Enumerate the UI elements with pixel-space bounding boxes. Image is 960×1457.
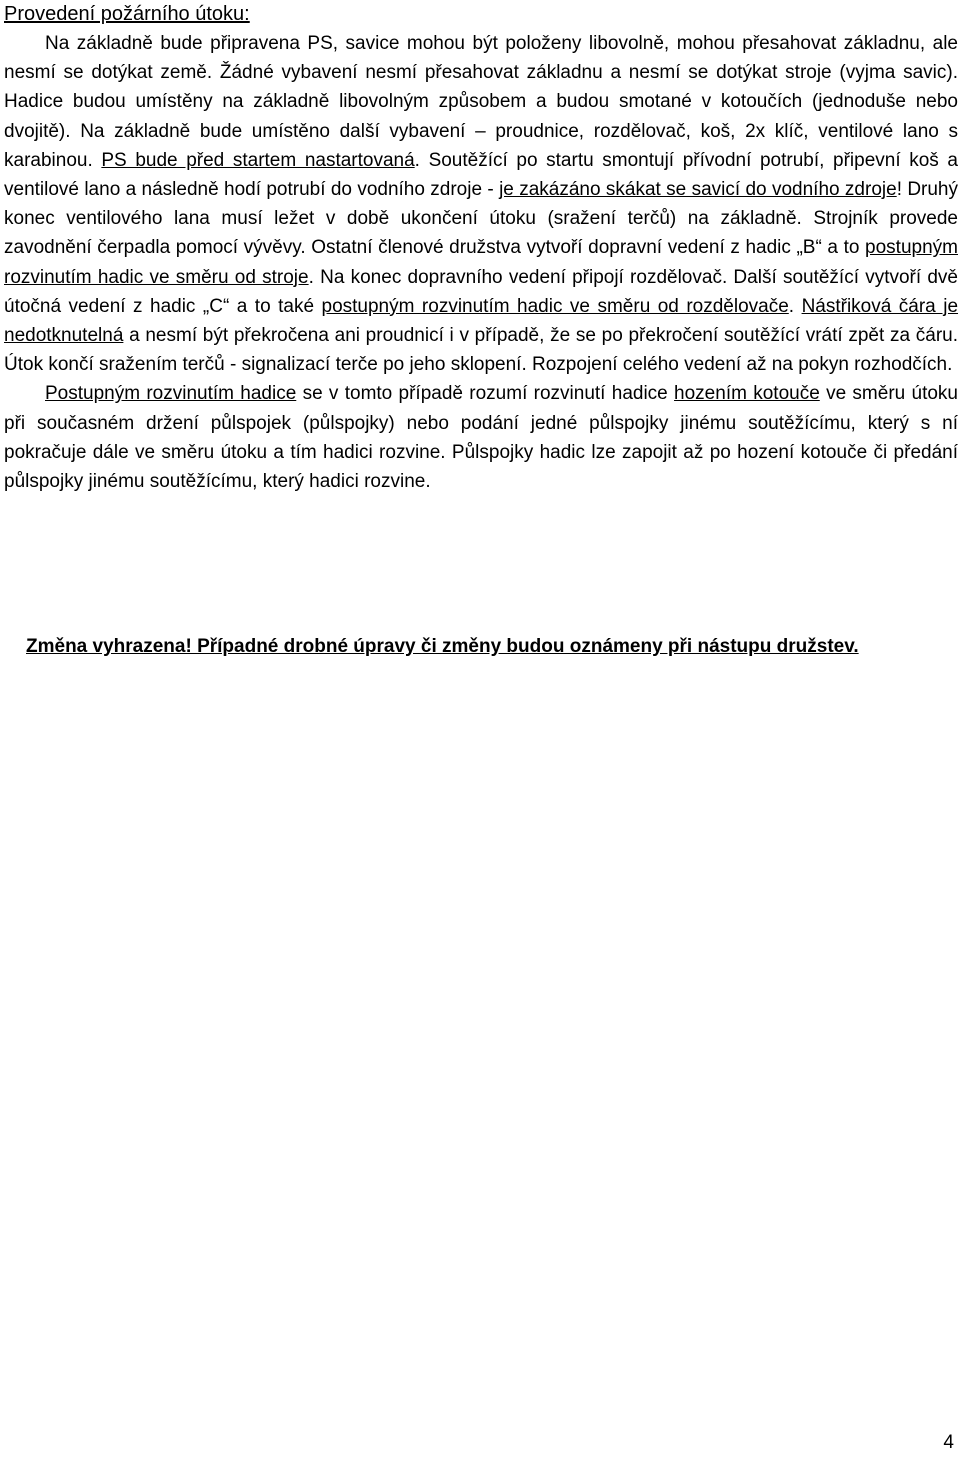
underlined-text: je zakázáno skákat se savicí do vodního zdroje xyxy=(499,179,897,201)
underlined-text: postupným rozvinutím hadic ve směru od rozdělovače xyxy=(321,295,789,317)
page-number: 4 xyxy=(943,1432,954,1453)
change-notice: Změna vyhrazena! Případné drobné úpravy či změny budou oznámeny při nástupu družstev. xyxy=(26,636,859,657)
text-run: a nesmí být překročena ani proudnicí i v případě, že se po překročení soutěžící vrátí zpět za čáru. Útok končí sražením terčů - signalizací terče po jeho sklopení. Rozpojení celého vedení až na pokyn rozhodčích. xyxy=(4,325,958,376)
text-run: se v tomto případě rozumí rozvinutí hadice xyxy=(296,383,675,405)
underlined-text: postupným rozvinutím hadic ve směru od stroje xyxy=(4,237,958,288)
text-run: ! Druhý konec ventilového lana musí ležet v době ukončení útoku (sražení terčů) na základně. Strojník provede zavodnění čerpadla pomocí vývěvy. Ostatní členové družstva vytvoří dopravní vedení z hadic „B“ a to xyxy=(4,179,958,259)
text-run: ve směru útoku při současném držení půlspojek (půlspojky) nebo podání jedné půlspojky jinému soutěžícímu, který s ní pokračuje dále ve směru útoku a tím hadici rozvine. Půlspojky hadic lze zapojit až po hození kotouče či předání půlspojky jinému soutěžícímu, který hadici rozvine. xyxy=(4,383,958,493)
underlined-text: PS bude před startem nastartovaná xyxy=(101,149,415,171)
underlined-text: Postupným rozvinutím hadice xyxy=(45,383,297,405)
paragraph-attack-procedure xyxy=(4,29,958,379)
section-heading: Provedení požárního útoku: xyxy=(4,3,250,25)
underlined-text: hozením kotouče xyxy=(674,383,820,405)
text-run: . Soutěžící po startu smontují přívodní potrubí, připevní koš a ventilové lano a následně hodí potrubí do vodního zdroje - xyxy=(4,149,958,201)
underlined-text: Nástřiková čára je nedotknutelná xyxy=(4,295,959,347)
text-run: Na základně bude připravena PS, savice mohou být položeny libovolně, mohou přesahovat základnu, ale nesmí se dotýkat země. Žádné vybavení nesmí přesahovat základnu a nesmí se dotýkat stroje (vyjma savic). Hadice budou umístěny na základně libovolným způsobem a budou smotané v kotoučích (jednoduše nebo dvojitě). Na základně bude umístěno další vybavení – proudnice, rozdělovač, koš, 2x klíč, ventilové lano s karabinou. xyxy=(4,33,958,171)
text-run: . xyxy=(788,295,802,317)
document-page xyxy=(4,0,958,496)
paragraph-hose-definition xyxy=(4,379,958,496)
text-run: . Na konec dopravního vedení připojí rozdělovač. Další soutěžící vytvoří dvě útočná vedení z hadic „C“ a to také xyxy=(4,266,959,317)
